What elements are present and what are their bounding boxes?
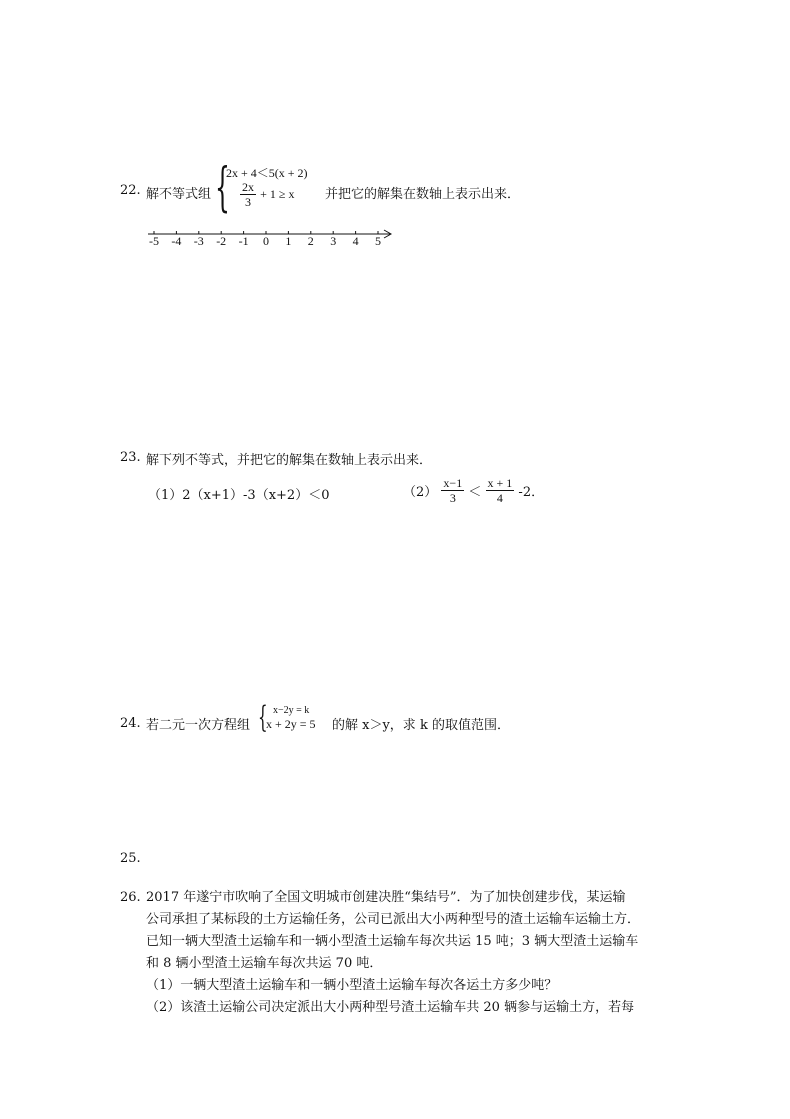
- number-line-label: -1: [238, 234, 249, 248]
- number-line-label: 3: [330, 234, 337, 248]
- q24-prefix: 若二元一次方程组: [146, 718, 251, 733]
- number-line-label: -2: [216, 234, 227, 248]
- q26-line1: 2017 年遂宁市吹响了全国文明城市创建决胜“集结号”．为了加快创建步伐，某运输: [146, 890, 626, 905]
- q23-number: 23.: [120, 450, 141, 465]
- number-line-label: -5: [149, 234, 159, 248]
- number-line-label: -3: [193, 234, 204, 248]
- q23-fraction-1: $\frac{x-1}{3}$: [443, 476, 463, 505]
- number-line-label: -4: [171, 234, 182, 248]
- q24-eq2: x + 2y = 5: [266, 717, 316, 731]
- q24-suffix: 的解 x＞y，求 k 的取值范围．: [332, 718, 510, 733]
- q23-fraction-2: $\frac{x + 1}{4}$: [487, 476, 513, 505]
- q24-number: 24.: [120, 716, 141, 731]
- q22-brace: {: [215, 158, 230, 218]
- q23-part2: （2） $\frac{x-1}{3}$ ＜ $\frac{x + 1}{4}$ -2．: [403, 476, 545, 505]
- number-line-label: 2: [307, 234, 314, 248]
- q26-number: 26.: [120, 890, 141, 905]
- number-line-label: 1: [285, 234, 292, 248]
- q22-fraction: $\frac{2x}{3}$: [242, 180, 254, 209]
- q23-text: 解下列不等式，并把它的解集在数轴上表示出来．: [146, 453, 433, 468]
- q22-suffix: 并把它的解集在数轴上表示出来．: [325, 187, 521, 202]
- q24-eq1: x−2y = k: [273, 705, 310, 716]
- q22-eq1: 2x + 4＜5(x + 2): [226, 166, 308, 180]
- number-line-label: 4: [352, 234, 359, 248]
- q23-part1: （1）2（x+1）-3（x+2）＜0: [148, 488, 330, 503]
- q22-number: 22.: [120, 183, 141, 198]
- number-line-label: 5: [375, 234, 381, 248]
- q22-prefix: 解不等式组: [146, 187, 212, 202]
- q22-eq2: $\frac{2x}{3}$ + 1 ≥ x: [242, 180, 295, 209]
- q26-line2: 公司承担了某标段的土方运输任务，公司已派出大小两种型号的渣土运输车运输土方．: [146, 912, 641, 927]
- q26-part1: （1）一辆大型渣土运输车和一辆小型渣土运输车每次各运土方多少吨？: [146, 978, 558, 993]
- q26-part2: （2）该渣土运输公司决定派出大小两种型号渣土运输车共 20 辆参与运输土方，若每: [146, 1000, 635, 1015]
- q26-line3: 已知一辆大型渣土运输车和一辆小型渣土运输车每次共运 15 吨；3 辆大型渣土运输车: [146, 934, 639, 949]
- number-line: [146, 226, 396, 258]
- q26-line4: 和 8 辆小型渣土运输车每次共运 70 吨．: [146, 956, 383, 971]
- q25-number: 25.: [120, 851, 141, 866]
- q24-brace: {: [258, 700, 268, 735]
- number-line-label: 0: [263, 234, 269, 248]
